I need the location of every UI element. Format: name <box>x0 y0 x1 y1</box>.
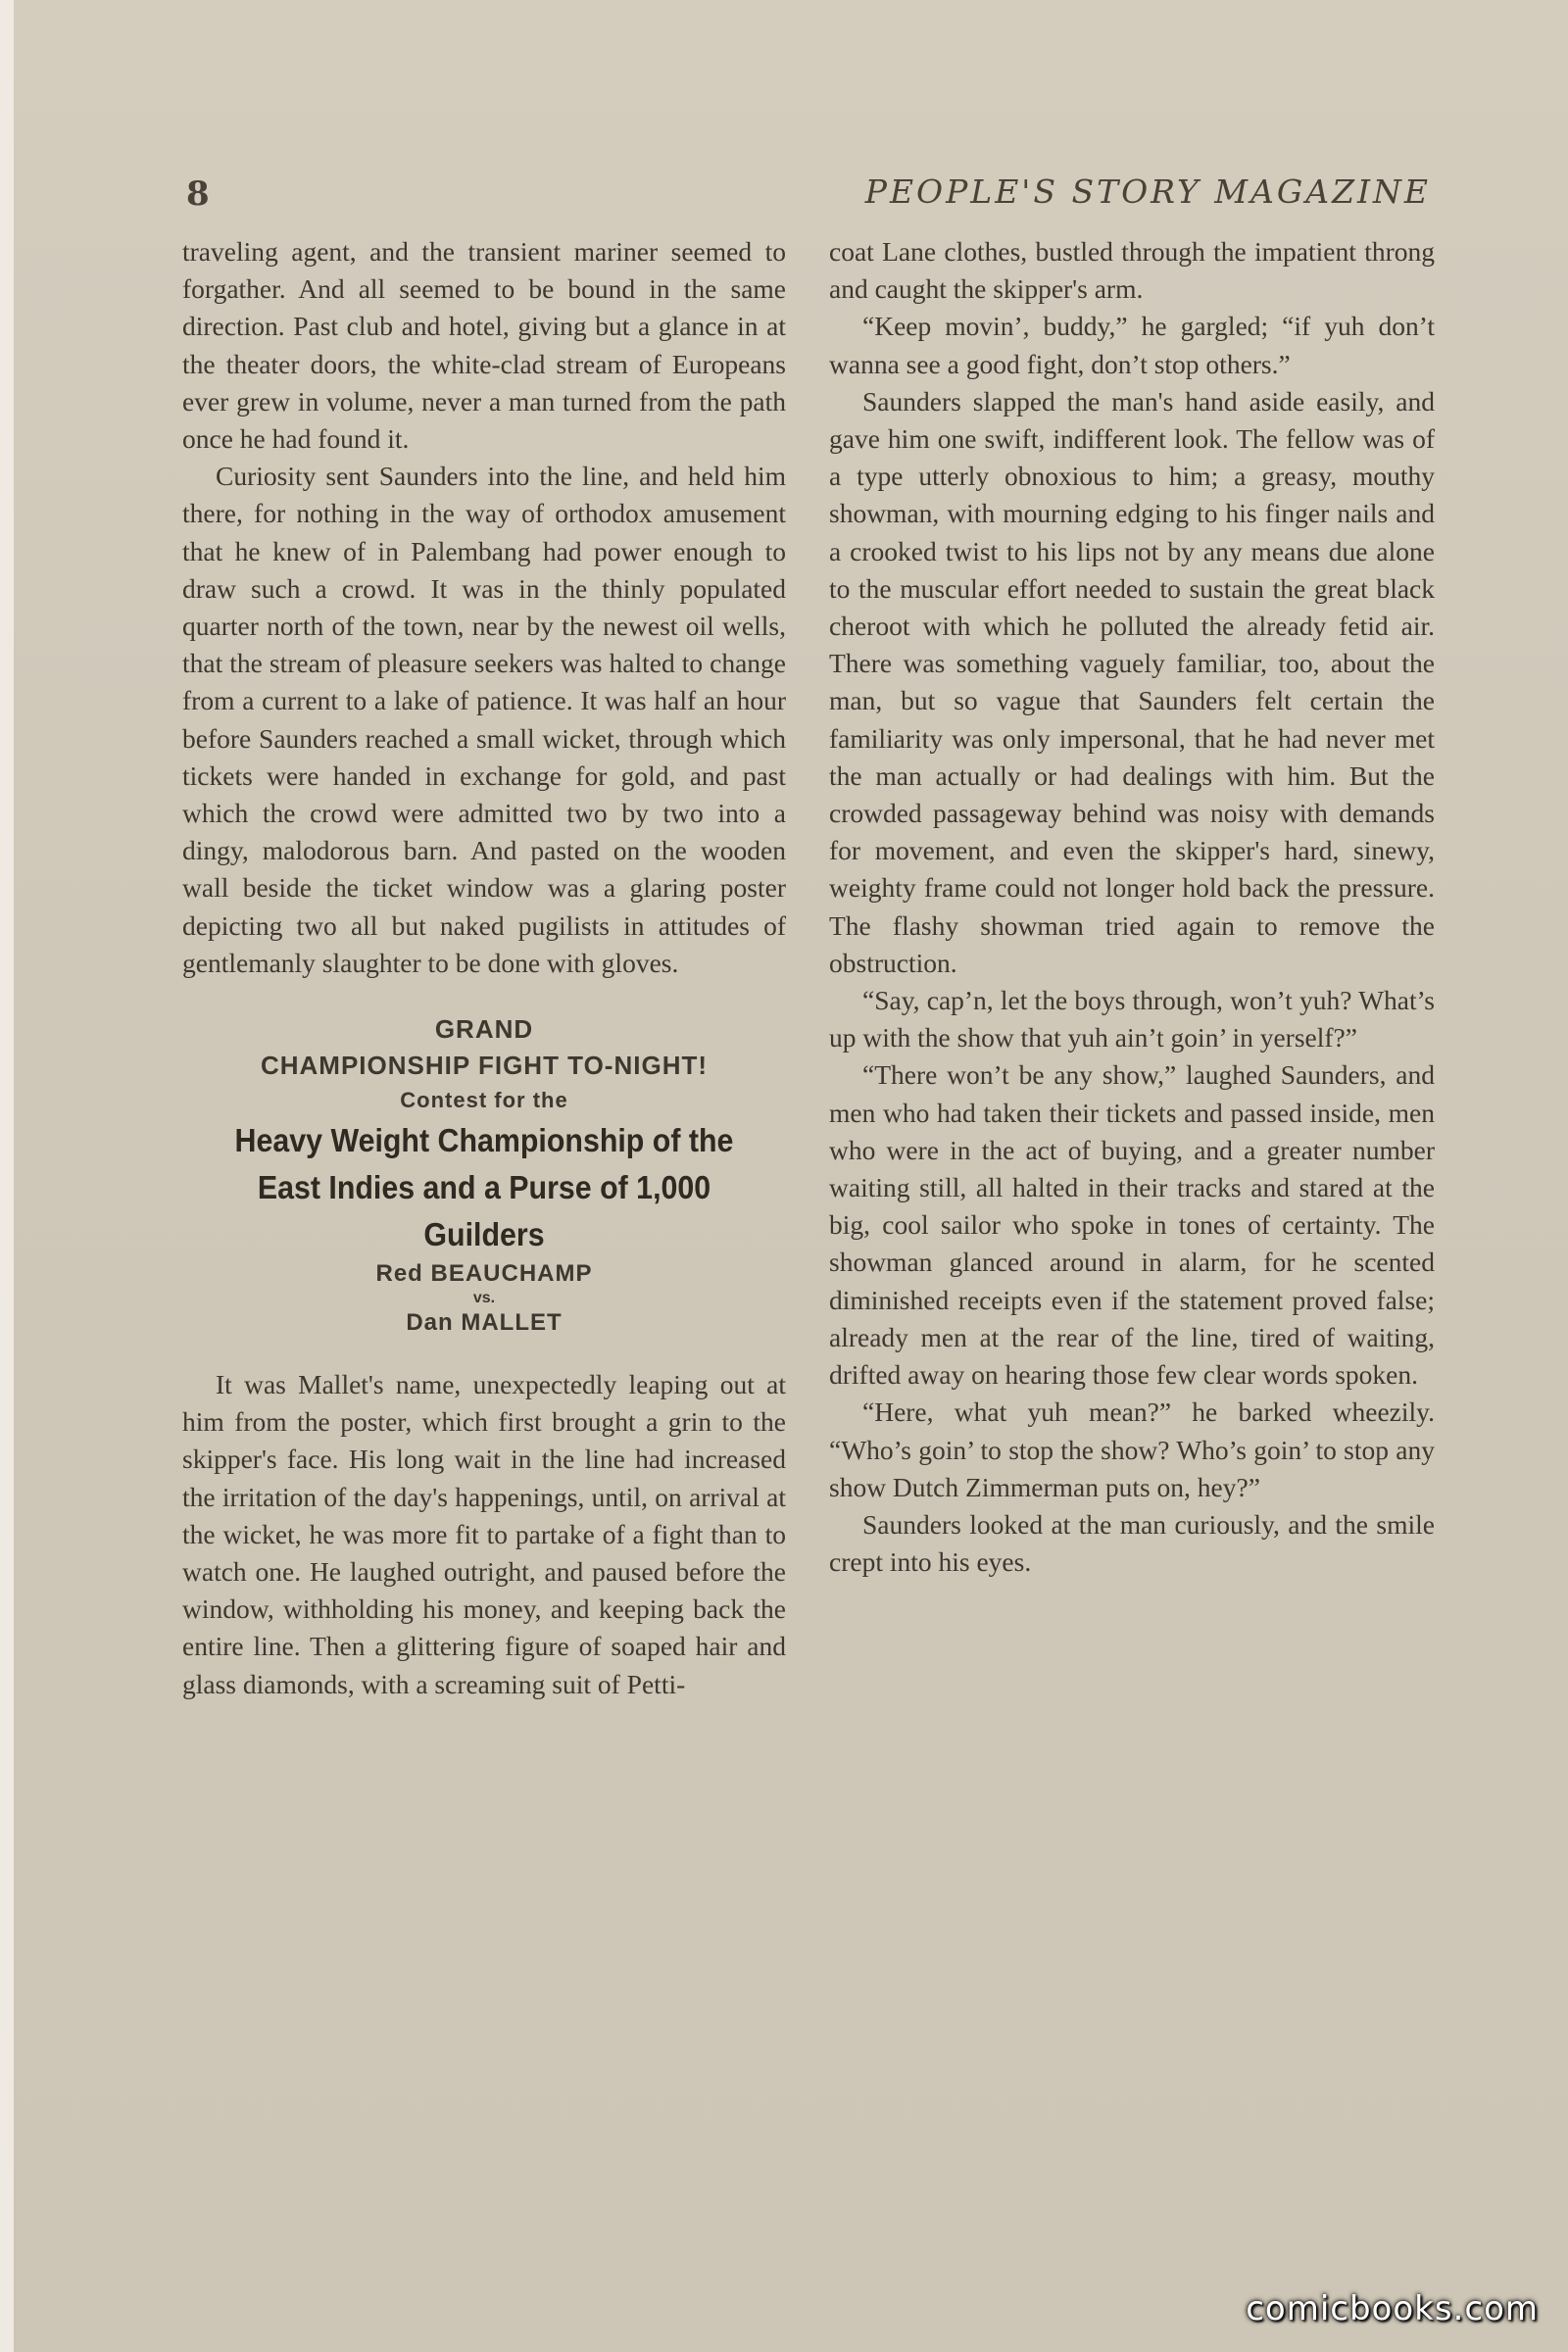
running-title: PEOPLE'S STORY MAGAZINE <box>864 172 1431 211</box>
paragraph: Saunders slapped the man's hand aside easily, and gave him one swift, indifferent look. The fellow was of a type utterly obnoxious to him; a greasy, mouthy showman, with mourning edging to his finger nails and a crooked twist to his lips not by any means due alone to the muscular effort needed to sustain the great black cheroot with which he polluted the already fetid air. There was something vaguely familiar, too, about the man, but so vague that Saunders felt certain the familiarity was only impersonal, that he had never met the man actually or had dealings with him. But the crowded passageway behind was noisy with demands for movement, and even the skipper's hard, sinewy, weighty frame could not longer hold back the pressure. The flashy showman tried again to remove the obstruction. <box>829 385 1435 978</box>
page-number: 8 <box>186 174 210 214</box>
paragraph: “Here, what yuh mean?” he barked wheezily. “Who’s goin’ to stop the show? Who’s goin’ to stop any show Dutch Zimmerman puts on, hey?” <box>829 1396 1435 1502</box>
poster-line-grand: GRAND <box>434 1014 534 1045</box>
page-header <box>186 169 1431 214</box>
paragraph: traveling agent, and the transient mariner seemed to forgather. And all seemed to be bound in the same direction. Past club and hotel, giving but a glance in at the theater doors, the white-clad stream of Europeans ever grew in volume, never a man turned from the path once he had found it. <box>182 236 786 455</box>
watermark: comicbooks.com <box>1246 2289 1539 2328</box>
paragraph: coat Lane clothes, bustled through the impatient throng and caught the skipper's arm. <box>829 236 1435 305</box>
paragraph: Saunders looked at the man curiously, and the smile crept into his eyes. <box>829 1508 1435 1578</box>
left-column <box>182 233 786 1703</box>
poster-headline: Heavy Weight Championship of the East Indies and a Purse of 1,000 Guilders <box>234 1122 734 1253</box>
poster-fighter-2: Dan MALLET <box>406 1309 563 1337</box>
right-column <box>829 233 1435 1581</box>
page-edge <box>0 0 14 2352</box>
fight-poster <box>182 1011 786 1339</box>
paragraph: “Keep movin’, buddy,” he gargled; “if yuh don’t wanna see a good fight, don’t stop others.” <box>829 311 1435 379</box>
poster-vs: vs. <box>472 1290 496 1307</box>
paragraph: It was Mallet's name, unexpectedly leaping out at him from the poster, which first brought a grin to the skipper's face. His long wait in the line had increased the irritation of the day's happenings, until, on arrival at the wicket, he was more fit to partake of a fight than to watch one. He laughed outright, and paused before the window, withholding his money, and keeping back the entire line. Then a glittering figure of soaped hair and glass diamonds, with a screaming suit of Petti- <box>182 1369 786 1699</box>
poster-line-championship: CHAMPIONSHIP FIGHT TO-NIGHT! <box>260 1051 709 1081</box>
paragraph: Curiosity sent Saunders into the line, and held him there, for nothing in the way of orthodox amusement that he knew of in Palembang had power enough to draw such a crowd. It was in the thinly populated quarter north of the town, near by the newest oil wells, that the stream of pleasure seekers was halted to change from a current to a lake of patience. It was half an hour before Saunders reached a small wicket, through which tickets were handed in exchange for gold, and past which the crowd were admitted two by two into a dingy, malodorous barn. And pasted on the wooden wall beside the ticket window was a glaring poster depicting two all but naked pugilists in attitudes of gentlemanly slaughter to be done with gloves. <box>182 461 786 978</box>
poster-fighter-1: Red BEAUCHAMP <box>375 1260 593 1288</box>
paragraph: “Say, cap’n, let the boys through, won’t yuh? What’s up with the show that yuh ain’t goin’ in yerself?” <box>829 985 1435 1054</box>
paragraph: “There won’t be any show,” laughed Saunders, and men who had taken their tickets and passed inside, men who were in the act of buying, and a greater number waiting still, all halted in their tracks and stared at the big, cool sailor who spoke in tones of certainty. The showman glanced around in alarm, for he scented diminished receipts even if the statement proved false; already men at the rear of the line, tired of waiting, drifted away on hearing those few clear words spoken. <box>829 1059 1435 1391</box>
poster-line-contest: Contest for the <box>400 1088 568 1113</box>
